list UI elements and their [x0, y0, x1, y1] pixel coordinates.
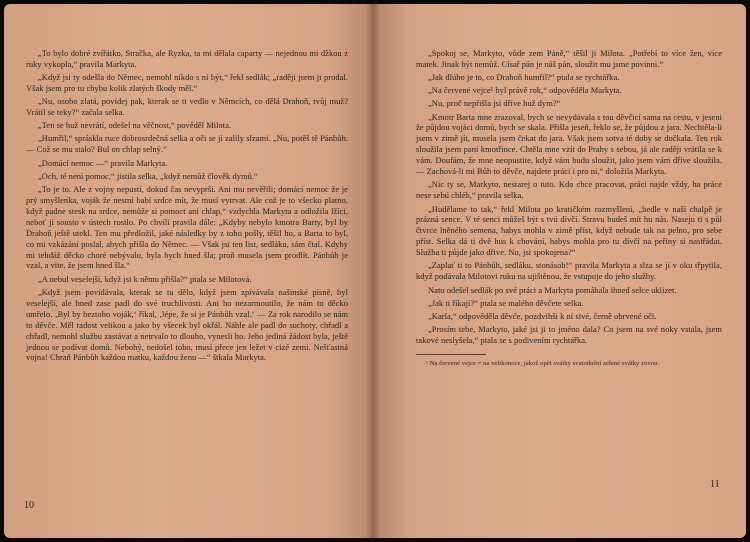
- page-number: 11: [710, 479, 720, 490]
- paragraph: „Humřil,“ spráskla ruce dobrosrdečná selka a oči se jí zalily slzami. „Nu, potěš tě Pánbůh. — Což se mu stalo? Bul on chlap selný.“: [26, 133, 348, 155]
- paragraph: „A nebul veselejší, když jsi k němu přišla?“ ptala se Milotová.: [38, 273, 252, 284]
- right-page: [372, 4, 746, 538]
- paragraph: Nato odešel sedlák po své práci a Markyta pomáhala ihned selce uklizet.: [428, 284, 677, 295]
- paragraph: „Když jsi ty odešla do Němec, nemohl nikdo s ní být,“ řekl sedlák; „raději jsem ji prodal. Však jsem pro tu chybu kolik zlatých škody měl.“: [26, 72, 348, 94]
- paragraph: „Ten se huž nevrátí, odešel na věčnost,“ pověděl Milota.: [38, 120, 232, 131]
- paragraph: „Hudělame to tak,“ řekl Milota po kratičkém rozmyšlení, „bedle v naší chalpě je prázná sence. V té senci můžeš být s tvú dívčí. Stravu budeš mít hu nás. Naseju ti s půl čtvrce lněného semena, habys mohla v zimě příst, když nebude tak na pelno, pro sebe příst. Selka dá ti dvě hus k chování, habys mohla pro tu dívčí na peřiny si nastřádat. Služba ti půjde jako dřive. Nu, jsi spokojena?“: [416, 203, 722, 258]
- paragraph: „Na červené vejce¹ byl právě rok,“ odpověděla Markyta.: [428, 85, 622, 96]
- footnote: ¹ Na červené vejce = na velikonoce, jakož opět svátky svatodušní zelené svátky zovou.: [426, 359, 660, 367]
- paragraph: „To bylo dobré zvířátko, Stračka, ale Ryzka, ta mi dělala caparty — nejednou mi džkou z ruky vykopla,“ pravila Markyta.: [26, 48, 348, 69]
- paragraph: „Karla,“ odpověděla děvče, pozdvihši k ní sivé, černě obrvené oči.: [428, 310, 657, 321]
- page-number: 10: [24, 500, 34, 511]
- paragraph: „Nic ty se, Markyto, nestarej o tuto. Kdo chce pracovat, práci najde vždy, ha práce nese sebú chléb,“ pravila selka.: [416, 179, 722, 201]
- paragraph: „Jak dlúho je to, co Drahoň humřil?“ ptala se rychtářka.: [428, 72, 620, 83]
- paragraph: „Prosím tebe, Markyto, jaké jsi ji to jméno dala? Co jsem na své noky vstala, jsem takové neslyšela,“ ptala se s podivením rychtářka.: [416, 323, 722, 345]
- paragraph: „Kmotr Barta mne zrazoval, bych se nevydávala s tou děvčicí sama na cestu, v jeseni že půjdou vojáci domů, bych se skala. Přišla jeseň, řeklo se, že půjdou z jara. Nechtěla-li jsem v zimě jít, musela jsem čekat do jara. Však jsem sotva té doby se dočkala. Ten rok sloužila jsem paní kmotřince. Chtěla mne vzít do Prahy s sebou, já ale raději vrátila se k vám. Doufám, že mne neopustite, když vám budu sloužit, jako jsem vám dříve sloužila. — Zachová-li mi Bůh to děvče, najdete práci i pro ni,“ doložila Markyta.: [416, 111, 722, 177]
- paragraph: „Spokoj se, Markyto, vůde zem Páně,“ těšil ji Milota. „Potřebí to více žen, více matek. Jinak být nemůž. Císař pán je náš pán, sloužit mu jsme povinni.“: [416, 48, 722, 69]
- footnote-rule: [416, 354, 486, 355]
- paragraph: „Nu, proč nepřišla jsi dříve huž dym?“: [428, 98, 561, 109]
- book-gutter: [366, 4, 380, 538]
- paragraph: „To je to. Ale z vojny nepustí, dokud čas nevyprší. Ani mu nevěřili; domácí nemoc že je prý smyšlenka, voják že nesmí babí srdce mít, že musí vytrvat. Ale což je to všecko platno, když padne stesk na srdce, nemůže si pomoct ani chlap,“ vzdychla Markyta a odložila lžíci, neboť jí sousto v ústech rostlo. Po chvíli pravila dále: „Kdyby nebylo kmotra Barty, byl by Drahoň ještě utekl. Ten mu předložil, jaké následky by z toho pošly, těšil ho, a Barta to byl, co mi vzkázání poslal, abych přišla do Němec. — Však jsi ten list, sedláku, sám čtal. Kdyby mi tehdáž děcko choré nebývalo, byla bych hned šla; proň musela jsem prodlít. Pánbůh je vzal, a vite, že jsem hned šla.“: [26, 183, 348, 271]
- book-spread: [4, 4, 746, 538]
- paragraph: „Domácí nemoc —“ pravila Markyta.: [38, 157, 168, 168]
- paragraph: „Och, té není pomoc,“ jistila selka, „když nemůž člověk dymů.“: [38, 170, 258, 181]
- paragraph: „Když jsem povídávala, kterak se tu dělo, když jsem zpívávala našinské písně, byl veselejší, ale hned zase padl do své truchlivosti. Ani ho nezarmoutilo, že nám to děcko umřelo. ‚Byl by beztoho voják,‘ říkal, ‚lépe, že si je Pánbůh vzal.‘ — Za rok narodilo se nám to děvče. Měl radost velikou a jako by všecek byl okřál. Náhle ale padl do suchoty, chřadl a chřadl, nemohl službu zastávat a netrvalo to dlouho, vynesli ho. Jeho jediná žádost byla, ještě jednou se podívat domů. Nebohý, nedošel toho, musí přece jen ležet v cizé zemi. Nešťastná vojna! Chraň Pánbůh každou matku, každou ženu —“ štkala Markyta.: [26, 286, 348, 363]
- right-page-text: [416, 48, 722, 368]
- paragraph: „Zaplať ti to Pánbůh, sedláku, stonásob!“ pravila Markyta a slza se jí v oku třpytila, když podávala Milotovi ruku na ujištěnou, že vstupuje do jeho služby.: [416, 260, 722, 282]
- paragraph: „Nu, osobo zlatá, povídej pak, kterak se ti vedlo v Němcích, co dělá Drahoň, tvůj muž? Vrátil se teky?“ začala selka.: [26, 96, 348, 118]
- left-page-text: [26, 48, 348, 366]
- left-page: [4, 4, 372, 538]
- paragraph: „Jak ti říkají?“ ptala se malého děvčete selka.: [428, 297, 584, 308]
